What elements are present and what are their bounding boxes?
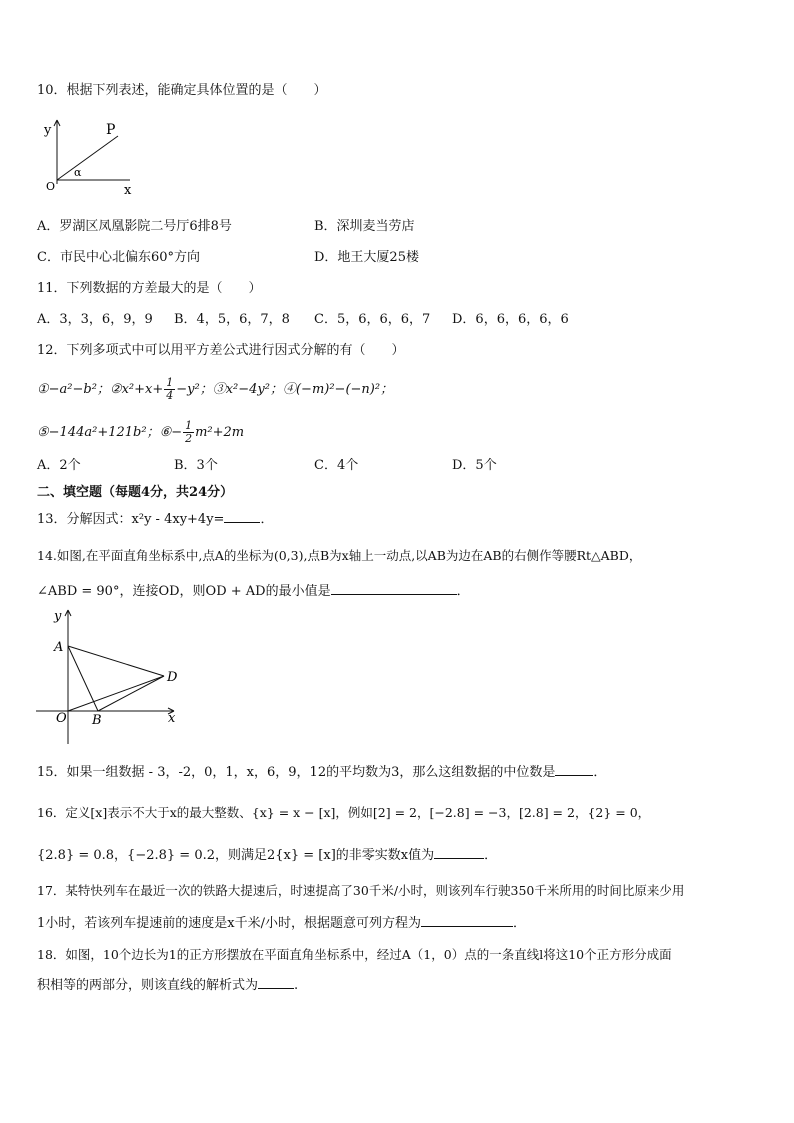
q13-end: ． [260,512,274,527]
q16-end: ． [484,848,498,863]
q10-p-label: P [106,122,116,138]
q14-o-label: O [56,711,67,726]
q12-option-c: C．4个 [314,458,359,473]
q10-option-c: C．市民中心北偏东60°方向 [37,250,200,265]
section-heading: 二、填空题（每题4分，共24分） [37,485,234,500]
q14-x-label: x [168,711,176,726]
q12-expr-6-pre: ⑥− [159,425,183,440]
q10-x-label: x [124,183,132,196]
q13-text: 13．分解因式：x²y - 4xy+4y= [37,512,225,527]
q10-stem: 10．根据下列表述，能确定具体位置的是（ ） [37,83,327,98]
q12-expr-3: ③x²−4y²； [212,382,283,397]
q12-stem: 12．下列多项式中可以用平方差公式进行因式分解的有（ ） [37,343,405,358]
q10-o-label: O [46,180,56,193]
q17-line1: 17．某特快列车在最近一次的铁路大提速后，时速提高了30千米/小时，则该列车行驶350千米所用的时间比原来少用 [37,883,685,898]
q12-expr-6-post: m²+2m [195,425,245,440]
q10-option-d: D．地王大厦25楼 [314,250,419,265]
q11-stem: 11．下列数据的方差最大的是（ ） [37,281,262,296]
q12-expr-1: ①−a²−b²； [37,382,110,397]
q18-answer-blank [258,976,294,989]
q12-expr-2-pre: ②x²+x+ [109,382,164,397]
q14-line2-wrap [37,582,470,601]
q16-line2: {2.8} = 0.8，{−2.8} = 0.2，则满足2{x} = [x]的非零实数x值为 [37,848,435,863]
q13-answer-blank [224,510,260,523]
q10-option-b: B．深圳麦当劳店 [314,219,415,234]
q12-expr-2-fraction [164,377,175,402]
q12-option-d: D．5个 [452,458,497,473]
q12-expr-2-post: −y²； [176,382,213,397]
q12-expr-5: ⑤−144a²+121b²； [37,425,160,440]
q11-option-c: C．5，6，6，6，7 [314,312,431,327]
q14-b-label: B [92,713,102,728]
q16-answer-blank [434,846,484,859]
q18-line2: 积相等的两部分，则该直线的解析式为 [37,978,259,993]
q18-line2-wrap [37,976,298,995]
q12-expressions-row1 [37,377,393,402]
q10-y-label: y [44,123,52,138]
q10-option-a: A．罗湖区凤凰影院二号厅6排8号 [37,219,232,234]
q14-d-label: D [167,670,178,685]
q14-figure [34,604,184,746]
q12-expr-6-num: 1 [185,419,193,432]
q12-option-b: B．3个 [174,458,218,473]
q14-end: ． [456,584,470,599]
q16-line2-wrap [37,846,497,865]
q14-a-label: A [54,640,64,655]
q12-expr-6-den: 2 [185,432,193,445]
q12-option-a: A．2个 [37,458,81,473]
q15 [37,763,606,782]
q15-end: ． [593,765,607,780]
q13 [37,510,273,529]
q14-line2: ∠ABD = 90°，连接OD，则OD + AD的最小值是 [37,584,331,599]
q12-expr-2-num: 1 [166,376,174,389]
q17-line2-wrap [37,914,526,933]
q12-expr-6-fraction [183,420,194,445]
q12-expressions-row2 [37,420,244,445]
q16-line1: 16．定义[x]表示不大于x的最大整数、{x} = x − [x]，例如[2] = 2，[−2.8] = −3，[2.8] = 2，{2} = 0， [37,805,651,820]
q10-figure [40,114,140,196]
q17-end: ． [512,916,526,931]
q12-expr-2-den: 4 [166,389,174,402]
q15-answer-blank [555,763,593,776]
q10-alpha-label: α [74,166,82,179]
q17-answer-blank [421,914,513,927]
q14-answer-blank [331,582,457,595]
q14-y-label: y [54,609,62,624]
q11-option-d: D．6，6，6，6，6 [452,312,569,327]
q11-option-b: B．4，5，6，7，8 [174,312,290,327]
q12-expr-4: ④(−m)²−(−n)²； [282,382,394,397]
q17-line2: 1小时，若该列车提速前的速度是x千米/小时，根据题意可列方程为 [37,916,421,931]
q18-line1: 18．如图，10个边长为1的正方形摆放在平面直角坐标系中，经过A（1，0）点的一条直线l将这10个正方形分成面 [37,947,672,962]
q11-option-a: A．3，3，6，9，9 [37,312,153,327]
q15-text: 15．如果一组数据 - 3，-2，0，1，x，6，9，12的平均数为3，那么这组数据的中位数是 [37,765,556,780]
q14-line1: 14.如图,在平面直角坐标系中,点A的坐标为(0,3),点B为x轴上一动点,以AB为边在AB的右侧作等腰Rt△ABD， [37,548,642,563]
q18-end: . [294,978,299,993]
